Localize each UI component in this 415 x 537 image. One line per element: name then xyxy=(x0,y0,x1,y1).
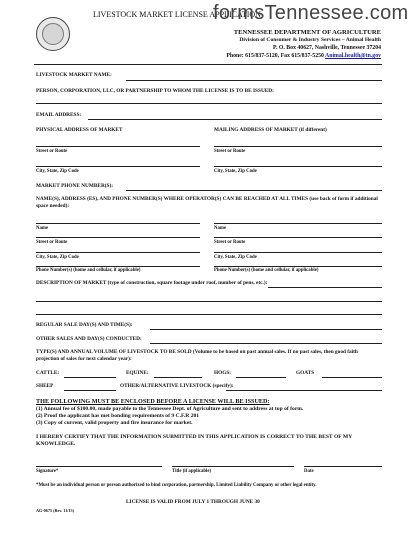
market-phone-field[interactable] xyxy=(126,183,382,190)
title-field[interactable] xyxy=(172,459,294,466)
email-link[interactable]: Animal.health@tn.gov xyxy=(325,53,381,59)
operator1-phone-label: Phone Number(s) (home and cellular, if applicable) xyxy=(36,268,141,273)
physical-street-field[interactable] xyxy=(36,139,200,146)
operator1-street-label: Street or Route xyxy=(36,240,68,245)
operator1-street-line xyxy=(36,237,200,238)
form-number: AG-0675 (Rev. 11/13) xyxy=(36,508,75,513)
mailing-street-field[interactable] xyxy=(214,139,382,146)
operator2-city-line xyxy=(214,252,382,253)
signature-field[interactable] xyxy=(36,459,162,466)
signature-label: Signature* xyxy=(36,469,59,474)
operator2-name-line xyxy=(214,223,382,224)
operator2-phone-line xyxy=(214,266,382,267)
physical-city-field[interactable] xyxy=(36,159,200,166)
requirements-heading: THE FOLLOWING MUST BE ENCLOSED BEFORE A LICENSE WILL BE ISSUED: xyxy=(36,398,270,405)
sheep-line xyxy=(64,390,116,391)
licensee-label: PERSON, CORPORATION, LLC, OR PARTNERSHIP TO WHOM THE LICENSE IS TO BE ISSUED: xyxy=(36,88,274,94)
header-divider xyxy=(34,64,382,65)
physical-street-line xyxy=(36,146,200,147)
certification-statement: I HEREBY CERTIFY THAT THE INFORMATION SUBMITTED IN THIS APPLICATION IS CORRECT TO THE BEST OF MY KNOWLEDGE. xyxy=(36,434,353,447)
regular-sale-label: REGULAR SALE DAY(S) AND TIME(S): xyxy=(36,322,133,328)
operator2-street-line xyxy=(214,237,382,238)
hogs-label: HOGS: xyxy=(214,370,232,376)
agency-phone: Phone: 615/837-5120, Fax 615/837-5250 xyxy=(226,53,324,59)
operator1-name-line xyxy=(36,223,200,224)
market-phone-label: MARKET PHONE NUMBER(S): xyxy=(36,183,114,189)
mailing-city-field[interactable] xyxy=(214,159,382,166)
hogs-field[interactable] xyxy=(236,370,286,377)
equine-label: EQUINE: xyxy=(126,370,149,376)
description-field-2[interactable] xyxy=(36,294,382,301)
operator1-phone-field[interactable] xyxy=(36,259,200,266)
title-line xyxy=(172,466,294,467)
date-line xyxy=(304,466,382,467)
physical-city-label: City, State, Zip Code xyxy=(36,169,79,174)
mailing-city-line xyxy=(214,166,382,167)
mailing-address-label: MAILING ADDRESS OF MARKET (if different) xyxy=(214,127,327,133)
goats-line xyxy=(322,377,382,378)
cattle-label: CATTLE: xyxy=(36,370,60,376)
regular-sale-field[interactable] xyxy=(150,322,382,329)
email-label: EMAIL ADDRESS: xyxy=(36,112,82,118)
operator1-city-label: City, State, Zip Code xyxy=(36,255,79,260)
email-line xyxy=(88,119,382,120)
requirement-item-1: (1) Annual fee of $100.00, made payable to the Tennessee Dept. of Agriculture and sent to address at top of form. xyxy=(36,406,304,412)
market-name-label: LIVESTOCK MARKET NAME: xyxy=(36,72,112,78)
description-label: DESCRIPTION OF MARKET (type of construction, square footage under roof, number of pens, etc.): xyxy=(36,280,268,286)
date-label: Date xyxy=(304,469,314,474)
description-field-3[interactable] xyxy=(36,307,382,314)
operator1-street-field[interactable] xyxy=(36,230,200,237)
physical-street-label: Street or Route xyxy=(36,149,68,154)
description-line-2 xyxy=(36,301,382,302)
mailing-street-line xyxy=(214,146,382,147)
operator2-phone-field[interactable] xyxy=(214,259,382,266)
operator2-name-label: Name xyxy=(214,226,226,231)
equine-field[interactable] xyxy=(154,370,202,377)
operator2-city-label: City, State, Zip Code xyxy=(214,255,257,260)
mailing-city-label: City, State, Zip Code xyxy=(214,169,257,174)
operator1-phone-line xyxy=(36,266,200,267)
agency-contact xyxy=(226,53,381,59)
cattle-line xyxy=(64,377,116,378)
cattle-field[interactable] xyxy=(64,370,116,377)
market-phone-line xyxy=(126,190,382,191)
regular-sale-line xyxy=(150,329,382,330)
agency-address: P. O. Box 40627, Nashville, Tennessee 37204 xyxy=(272,45,381,51)
operator2-phone-label: Phone Number(s) (home and cellular, if applicable) xyxy=(214,268,319,273)
other-sales-line xyxy=(150,343,382,344)
market-name-field[interactable] xyxy=(126,72,382,79)
sheep-label: SHEEP xyxy=(36,383,54,389)
other-livestock-field[interactable] xyxy=(226,383,382,390)
operator1-city-field[interactable] xyxy=(36,245,200,252)
market-name-line xyxy=(126,80,382,81)
operators-label: NAME(S), ADDRESS (ES), AND PHONE NUMBER(S) WHERE OPERATOR(S) CAN BE REACHED AT ALL TIMES (use back of form if additional space needed): xyxy=(36,196,378,209)
hogs-line xyxy=(236,377,286,378)
other-sales-label: OTHER SALES AND DAY(S) CONDUCTED: xyxy=(36,336,142,342)
operator2-street-label: Street or Route xyxy=(214,240,246,245)
physical-city-line xyxy=(36,166,200,167)
state-seal-logo xyxy=(36,17,70,51)
division-name: Division of Consumer & Industry Services – Animal Health xyxy=(239,37,381,43)
requirement-item-3: (3) Copy of current, valid property and fire insurance for market. xyxy=(36,420,193,426)
license-validity: LICENSE IS VALID FROM JULY 1 THROUGH JUNE 30 xyxy=(126,499,260,505)
volume-label: TYPE(S) AND ANNUAL VOLUME OF LIVESTOCK TO BE SOLD (Volume to be based on past annual sales. If no past sales, then good faith projection of sales for next calendar year): xyxy=(36,349,358,362)
watermark: formsTennessee.com xyxy=(213,2,409,24)
other-livestock-label: OTHER/ALTERNATIVE LIVESTOCK (specify): xyxy=(120,383,234,389)
operator2-street-field[interactable] xyxy=(214,230,382,237)
licensee-field[interactable] xyxy=(36,96,382,103)
signature-line xyxy=(36,466,162,467)
other-sales-field[interactable] xyxy=(150,336,382,343)
operator2-city-field[interactable] xyxy=(214,245,382,252)
description-line-1 xyxy=(268,287,382,288)
operator1-city-line xyxy=(36,252,200,253)
sheep-field[interactable] xyxy=(64,383,116,390)
form-title: LIVESTOCK MARKET LICENSE APPLICATION xyxy=(93,10,261,19)
licensee-line xyxy=(36,103,382,104)
description-field[interactable] xyxy=(268,280,382,287)
agency-name: TENNESSEE DEPARTMENT OF AGRICULTURE xyxy=(233,29,381,36)
other-livestock-line xyxy=(226,390,382,391)
operator1-name-label: Name xyxy=(36,226,48,231)
equine-line xyxy=(154,377,202,378)
requirement-item-2: (2) Proof the applicant has met bonding requirements of 9 C.F.R 201 xyxy=(36,413,200,419)
operator2-name-field[interactable] xyxy=(214,216,382,223)
description-line-3 xyxy=(36,314,382,315)
email-field[interactable] xyxy=(88,112,382,119)
physical-address-label: PHYSICAL ADDRESS OF MARKET xyxy=(36,127,123,133)
title-label: Title (if applicable) xyxy=(172,469,212,474)
goats-label: GOATS xyxy=(296,370,315,376)
signer-footnote: *Must be an individual person or person authorized to bind corporation, partnership, Limited Liability Company or other legal entity. xyxy=(36,483,317,488)
operator1-name-field[interactable] xyxy=(36,216,200,223)
date-field[interactable] xyxy=(304,459,382,466)
goats-field[interactable] xyxy=(322,370,382,377)
mailing-street-label: Street or Route xyxy=(214,149,246,154)
